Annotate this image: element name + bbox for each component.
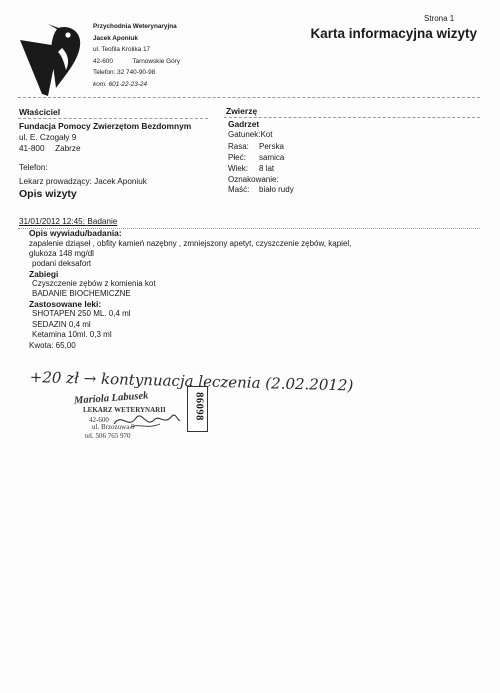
doctor-stamp-phone: tel. 506 765 970 (85, 432, 131, 440)
owner-city: Zabrze (55, 144, 81, 153)
header-divider (18, 97, 480, 98)
drugs-heading: Zastosowane leki: (29, 299, 102, 309)
clinic-street: ul. Teofila Krolika 17 (93, 46, 151, 54)
animal-race-value: Perska (259, 142, 284, 151)
doctor-stamp-postal: 42-600 (89, 416, 109, 424)
interview-line: zapalenie dziąseł , obfity kamień nazębny , zmniejszony apetyt, czyszczenie zębów, kąpiel, (29, 239, 352, 248)
clinic-logo (18, 18, 88, 98)
clinic-phone: Telefon: 32 740-90-98 (93, 69, 156, 77)
animal-age-value: 8 lat (259, 164, 275, 173)
animal-age-label: Wiek: (228, 164, 248, 173)
clinic-city: Tarnowskie Góry (132, 57, 180, 65)
animal-marking-label: Oznakowanie: (228, 175, 279, 184)
interview-line: podani deksafort (32, 259, 92, 268)
doctor-stamp-title: LEKARZ WETERYNARII (83, 406, 166, 414)
drug-item: Ketamina 10ml. 0,3 ml (32, 330, 112, 339)
license-number: 86098 (193, 392, 205, 421)
animal-sex-value: samica (259, 153, 285, 162)
page-number: Strona 1 (424, 14, 455, 23)
doctor-stamp-name: Mariola Labusek (73, 390, 149, 407)
clinic-mobile: kom. 601-22-23-24 (93, 80, 147, 88)
logo-bird-eye (65, 32, 70, 37)
procedure-item: Czyszczenie zębów z komienia kot (32, 279, 156, 288)
clinic-address (93, 21, 180, 91)
clinic-postal-city (93, 56, 180, 68)
owner-name: Fundacja Pomocy Zwierzętom Bezdomnym (19, 121, 192, 131)
visit-description-heading: Opis wizyty (19, 188, 77, 200)
clinic-name: Przychodnia Weterynaryjna (93, 23, 177, 30)
animal-race-label: Rasa: (228, 142, 249, 151)
attending-vet-label: Lekarz prowadzący: (19, 177, 92, 186)
animal-color-label: Maść: (228, 185, 250, 194)
interview-heading: Opis wywiadu/badania: (29, 228, 122, 238)
drug-item: SEDAZIN 0,4 ml (32, 320, 91, 329)
owner-heading: Właściciel (19, 107, 61, 117)
document-title: Karta informacyjna wizyty (310, 26, 477, 41)
handwritten-note: +20 zł → kontynuacja leczenia (2.02.2012) (29, 368, 354, 395)
attending-vet-name: Jacek Aponiuk (94, 177, 147, 186)
animal-species: Gatunek:Kot (228, 130, 273, 139)
owner-postal-code: 41-800 (19, 144, 45, 153)
clinic-postal-code: 42-600 (93, 57, 113, 65)
animal-name: Gadrzet (228, 119, 260, 129)
visit-type: Badanie (87, 217, 118, 226)
attending-vet (19, 177, 147, 186)
interview-line: glukoza 148 mg/dl (29, 249, 94, 258)
drug-item: SHOTAPEN 250 ML. 0,4 ml (32, 309, 131, 318)
owner-postal-city (19, 144, 81, 153)
animal-section-rule (224, 117, 480, 118)
visit-amount: Kwota: 65,00 (29, 341, 76, 350)
visit-datetime: 31/01/2012 12:45: (19, 217, 86, 226)
owner-phone-label: Telefon: (19, 163, 48, 172)
doctor-stamp-street: ul. Brzozowa 9 (92, 423, 135, 431)
procedure-item: BADANIE BIOCHEMICZNE (32, 289, 131, 298)
clinic-owner: Jacek Aponiuk (93, 34, 138, 42)
animal-heading: Zwierzę (226, 106, 258, 116)
visit-entry-header (19, 217, 117, 226)
license-number-box (187, 386, 208, 432)
owner-section-rule (18, 118, 208, 119)
owner-street: ul. E. Czogały 9 (19, 133, 77, 142)
animal-color-value: biało rudy (259, 185, 294, 194)
doctor-signature-scribble (112, 410, 182, 432)
animal-sex-label: Płeć: (228, 153, 246, 162)
procedures-heading: Zabiegi (29, 269, 59, 279)
